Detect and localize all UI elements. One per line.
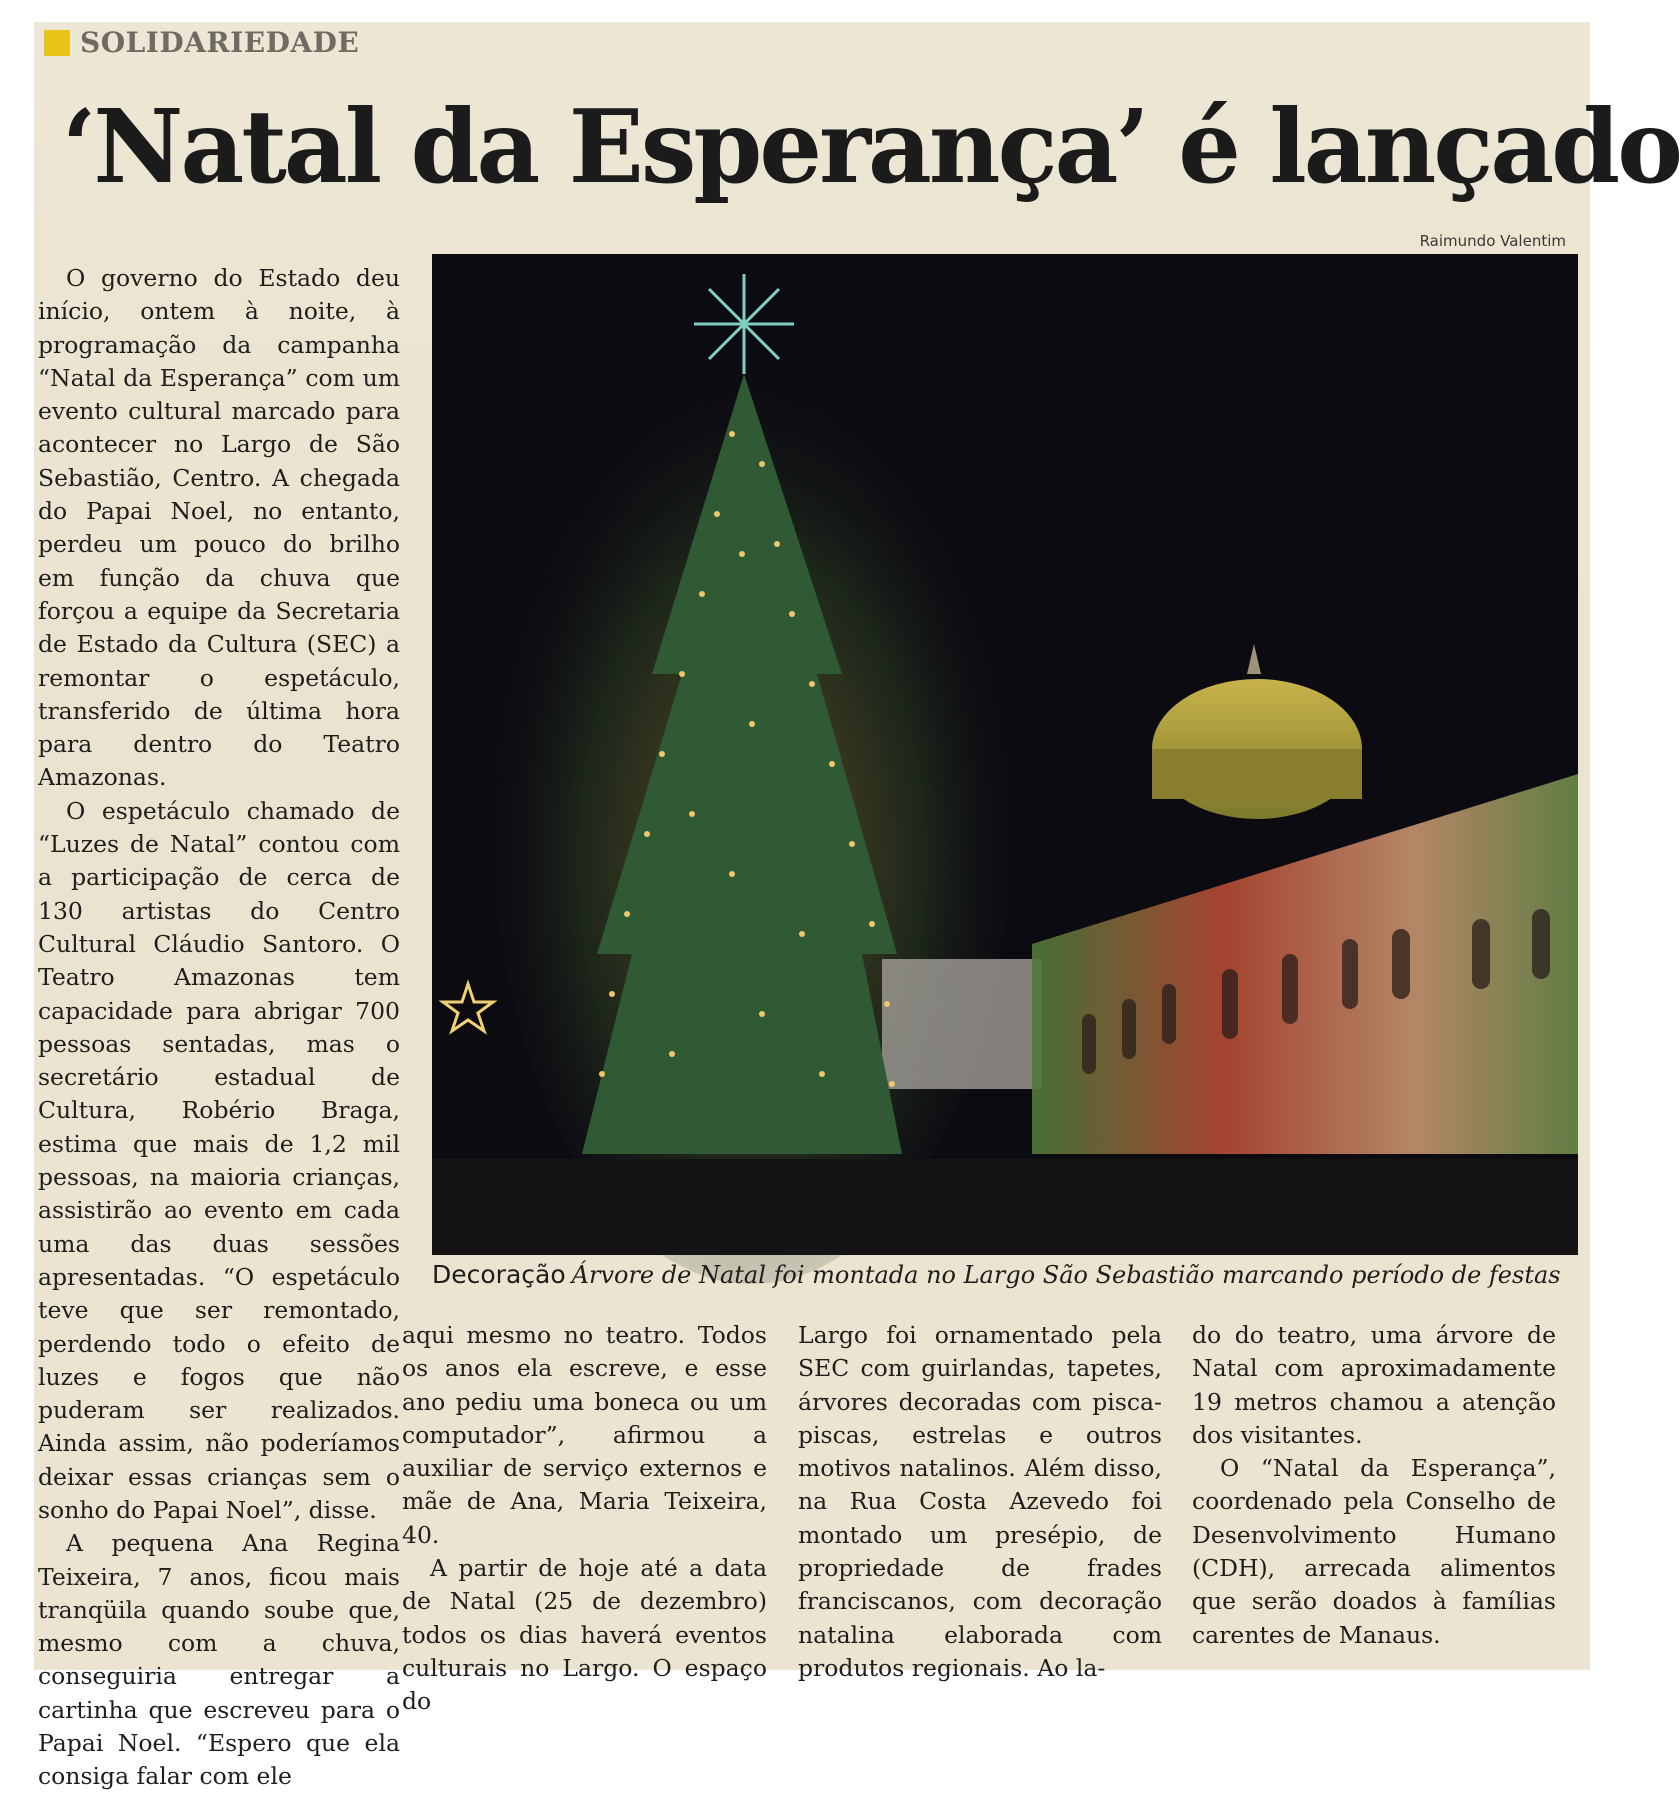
article-column-1 [38, 262, 400, 1794]
article-column-2 [402, 1319, 767, 1719]
photo-caption [432, 1260, 1582, 1289]
article-paragraph: O “Natal da Esperança”, coordenado pela Conselho de Desenvolvimento Humano (CDH), arrecada alimentos que serão doados à famílias carentes de Manaus. [1192, 1454, 1556, 1649]
article-paragraph: A partir de hoje até a data de Natal (25 de dezembro) todos os dias haverá eventos culturais no Largo. O espaço do [402, 1554, 767, 1716]
newspaper-clipping [34, 22, 1680, 1791]
section-label: SOLIDARIEDADE [80, 26, 360, 59]
christmas-tree-photo [432, 254, 1578, 1255]
article-paragraph: do do teatro, uma árvore de Natal com aproximadamente 19 metros chamou a atenção dos visitantes. [1192, 1321, 1556, 1449]
article-column-4 [1192, 1319, 1556, 1652]
section-tag [44, 26, 359, 59]
photo-credit: Raimundo Valentim [1419, 232, 1566, 250]
caption-label: Decoração [432, 1260, 566, 1289]
section-marker-square [44, 30, 70, 56]
article-paragraph: A pequena Ana Regina Teixeira, 7 anos, ficou mais tranqüila quando soube que, mesmo com a chuva, conseguiria entregar a cartinha que escreveu para o Papai Noel. “Espero que ela consiga falar com ele [38, 1529, 400, 1791]
night-scene-illustration [432, 254, 1578, 1255]
headline: ‘Natal da Esperança’ é lançado [62, 87, 1680, 206]
article-paragraph: O governo do Estado deu início, ontem à noite, à programação da campanha “Natal da Esperança” com um evento cultural marcado para acontecer no Largo de São Sebastião, Centro. A chegada do Papai Noel, no entanto, perdeu um pouco do brilho em função da chuva que forçou a equipe da Secretaria de Estado da Cultura (SEC) a remontar o espetáculo, transferido de última hora para dentro do Teatro Amazonas. [38, 264, 400, 792]
article-column-3 [798, 1319, 1162, 1685]
article-paragraph: O espetáculo chamado de “Luzes de Natal” contou com a participação de cerca de 130 artistas do Centro Cultural Cláudio Santoro. O Teatro Amazonas tem capacidade para abrigar 700 pessoas sentadas, mas o secretário estadual de Cultura, Robério Braga, estima que mais de 1,2 mil pessoas, na maioria crianças, assistirão ao evento em cada uma das duas sessões apresentadas. “O espetáculo teve que ser remontado, perdendo todo o efeito de luzes e fogos que não puderam ser realizados. Ainda assim, não poderíamos deixar essas crianças sem o sonho do Papai Noel”, disse. [38, 796, 400, 1524]
article-paragraph: Largo foi ornamentado pela SEC com guirlandas, tapetes, árvores decoradas com pisca-piscas, estrelas e outros motivos natalinos. Além disso, na Rua Costa Azevedo foi montado um presépio, de propriedade de frades franciscanos, com decoração natalina elaborada com produtos regionais. Ao la- [798, 1321, 1162, 1682]
caption-text: Árvore de Natal foi montada no Largo São Sebastião marcando período de festas [571, 1261, 1561, 1289]
article-paragraph: aqui mesmo no teatro. Todos os anos ela escreve, e esse ano pediu uma boneca ou um computador”, afirmou a auxiliar de serviço externos e mãe de Ana, Maria Teixeira, 40. [402, 1321, 767, 1549]
